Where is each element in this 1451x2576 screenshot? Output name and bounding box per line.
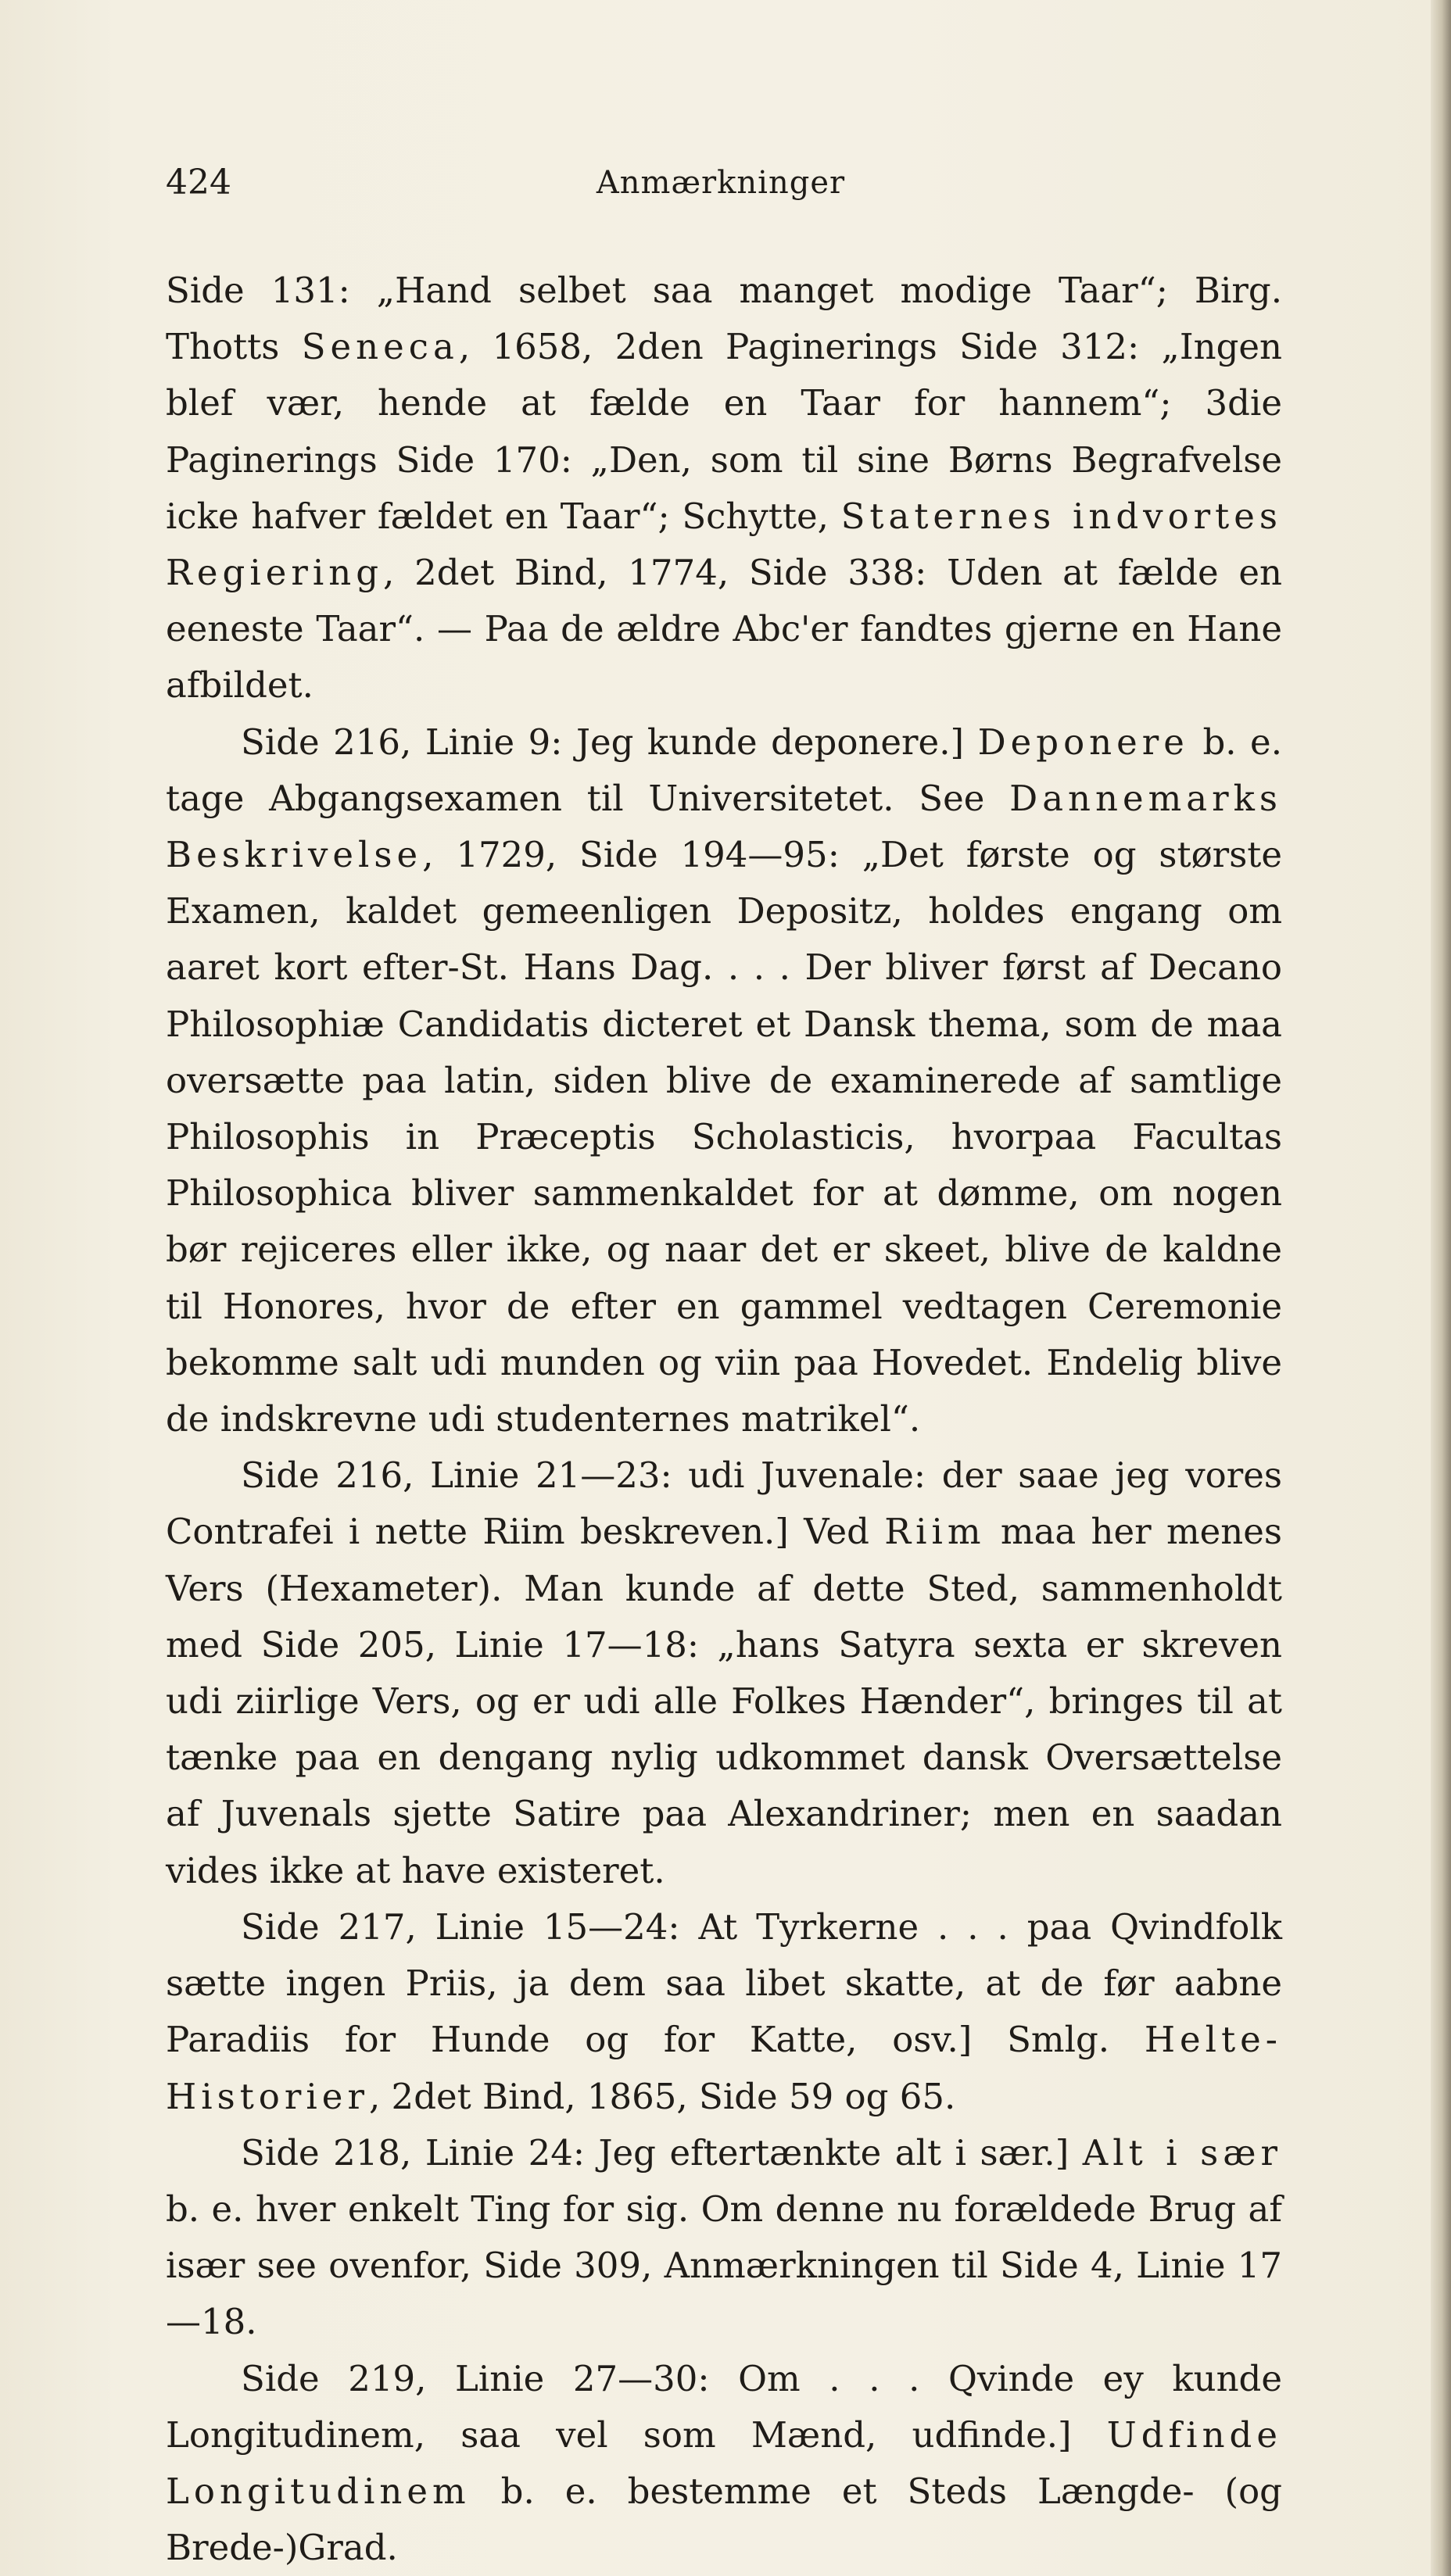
page-edge [1431,0,1451,2576]
annotation-paragraph [166,263,1282,714]
spaced-term: Seneca [301,326,459,368]
spaced-term: Deponere [977,721,1189,763]
text-run: Side 219, Linie 27—30: Om . . . Qvinde ey kunde Longitudinem, saa vel som Mænd, udfinde.] [166,2357,1282,2456]
text-run: Side 218, Linie 24: Jeg eftertænkte alt i sær.] [241,2131,1083,2174]
page-number: 424 [166,163,231,202]
spaced-term: Helte-Historier [166,2019,1282,2117]
annotation-paragraph [166,2125,1282,2351]
text-run: b. e. hver enkelt Ting for sig. Om denne nu forældede Brug af især see ovenfor, Side 309, Anmærkningen til Side 4, Linie 17—18. [166,2188,1282,2343]
spaced-term: Riim [884,1511,986,1553]
page-header [166,159,1276,206]
spaced-term: Udfinde Longitudinem [166,2413,1282,2512]
text-run: , 2det Bind, 1865, Side 59 og 65. [368,2075,956,2117]
annotation-paragraph [166,2351,1282,2576]
text-run: Side 131: „Hand selbet saa manget modige Taar“; Birg. Thotts [166,270,1282,368]
text-run: , 1658, 2den Paginerings Side 312: „Ingen blef vær, hende at fælde en Taar for hannem“; 3die Paginerings Side 170: „Den, som til sine Børns Begrafvelse icke hafver fældet en Taar“; Schytte, [166,326,1282,537]
text-run: , 2det Bind, 1774, Side 338: Uden at fælde en eeneste Taar“. — Paa de ældre Abc'er fandtes gjerne en Hane afbildet. [166,552,1282,707]
text-run: Side 216, Linie 9: Jeg kunde deponere.] [241,721,978,763]
spaced-term: Alt i sær [1082,2131,1282,2174]
annotation-paragraph [166,1447,1282,1899]
running-title: Anmærkninger [596,165,846,201]
text-run: b. e. bestemme et Steds Længde- (og Brede-)Grad. [166,2470,1282,2569]
text-run: , 1729, Side 194—95: „Det første og største Examen, kaldet gemeenligen Depositz, holdes engang om aaret kort efter-St. Hans Dag. . . . Der bliver først af Decano Philosophiæ Candidatis dicteret et Dansk thema, som de maa oversætte paa latin, siden blive de examinerede af samtlige Philosophis in Præceptis Scholasticis, hvorpaa Facultas Philosophica bliver sammenkaldet for at dømme, om nogen bør rejiceres eller ikke, og naar det er skeet, blive de kaldne til Honores, hvor de efter en gammel vedtagen Ceremonie bekomme salt udi munden og viin paa Hovedet. Endelig blive de indskrevne udi studenternes matrikel“. [166,834,1282,1440]
text-run: b. e. tage Abgangsexamen til Universitetet. See [166,721,1282,819]
annotation-paragraph [166,714,1282,1448]
annotations-text [166,263,1282,2576]
text-run: Side 217, Linie 15—24: At Tyrkerne . . . paa Qvindfolk sætte ingen Priis, ja dem saa libet skatte, at de før aabne Paradiis for Hunde og for Katte, osv.] Smlg. [166,1905,1282,2061]
text-run: maa her menes Vers (Hexameter). Man kunde af dette Sted, sammenholdt med Side 205, Linie 17—18: „hans Satyra sexta er skreven udi ziirlige Vers, og er udi alle Folkes Hænder“, bringes til at tænke paa en dengang nylig udkommet dansk Oversættelse af Juvenals sjette Satire paa Alexandriner; men en saadan vides ikke at have existeret. [166,1511,1283,1891]
annotation-paragraph [166,1899,1282,2125]
spaced-term: Staternes indvortes Regiering [166,495,1282,594]
text-run: Side 216, Linie 21—23: udi Juvenale: der saae jeg vores Contrafei i nette Riim beskreven.] Ved [166,1454,1282,1553]
spaced-term: Dannemarks Beskrivelse [166,777,1282,876]
